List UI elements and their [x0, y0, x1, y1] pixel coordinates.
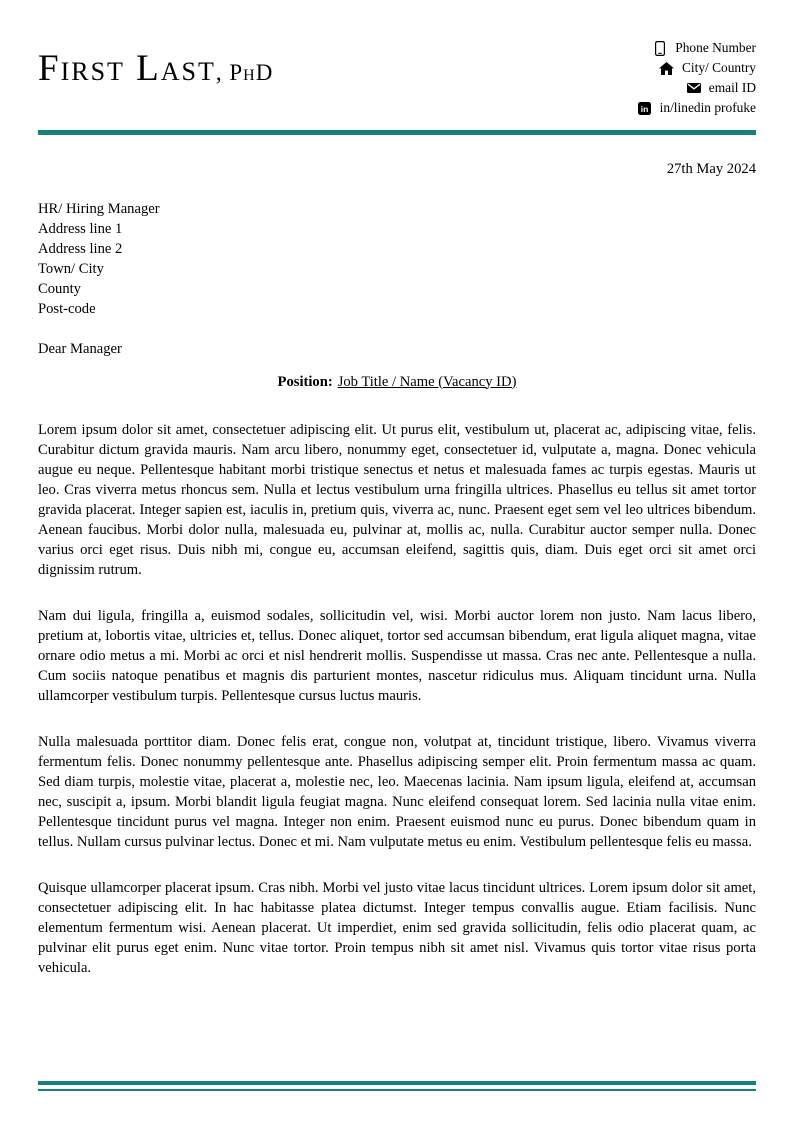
body-paragraph-2: Nam dui ligula, fringilla a, euismod sodales, sollicitudin vel, wisi. Morbi auctor lorem non justo. Nam lacus libero, pretium at, lobortis vitae, ultricies et, tellus. Donec aliquet, tortor sed accumsan bibendum, erat ligula aliquet magna, vitae ornare odio metus a mi. Morbi ac orci et nisl hendrerit mollis. Suspendisse ut massa. Cras nec ante. Pellentesque a nulla. Cum sociis natoque penatibus et magnis dis parturient montes, nascetur ridiculus mus. Aliquam tincidunt urna. Nulla ullamcorper vestibulum turpis. Pellentesque cursus luctus mauris.: [38, 607, 756, 704]
contact-location: [637, 58, 756, 78]
contact-email: [637, 78, 756, 98]
contact-email-label: email ID: [708, 80, 756, 95]
footer-rule-thick: [38, 1081, 756, 1085]
contact-phone-label: Phone Number: [675, 40, 756, 55]
email-icon: [686, 83, 702, 93]
recipient-line-1: HR/ Hiring Manager: [38, 200, 160, 217]
author-credentials: , PhD: [215, 60, 274, 85]
salutation: Dear Manager: [38, 340, 122, 357]
author-name: First Last: [38, 48, 216, 89]
contact-linkedin-label: in/linedin profuke: [659, 100, 756, 115]
recipient-line-4: Town/ City: [38, 260, 104, 277]
letter-date: 27th May 2024: [666, 160, 756, 177]
svg-text:in: in: [640, 103, 649, 114]
contact-phone: [637, 38, 756, 58]
recipient-line-5: County: [38, 280, 81, 297]
home-icon: [659, 62, 675, 75]
footer-rule-thin: [38, 1089, 756, 1091]
contact-location-label: City/ Country: [681, 60, 756, 75]
recipient-line-3: Address line 2: [38, 240, 123, 257]
footer-rule: [38, 1081, 756, 1091]
recipient-line-6: Post-code: [38, 300, 96, 317]
contact-linkedin: [637, 98, 756, 118]
author-name-block: [38, 50, 273, 87]
position-value: Job Title / Name (Vacancy ID): [337, 373, 517, 390]
letter-body: [38, 420, 756, 978]
recipient-line-2: Address line 1: [38, 220, 123, 237]
linkedin-icon: [637, 102, 653, 115]
letter-header: [38, 38, 756, 118]
header-rule: [38, 130, 756, 135]
body-paragraph-3: Nulla malesuada porttitor diam. Donec felis erat, congue non, volutpat at, tincidunt tristique, libero. Vivamus viverra fermentum felis. Donec nonummy pellentesque ante. Phasellus adipiscing semper elit. Proin fermentum massa ac quam. Sed diam turpis, molestie vitae, placerat a, molestie nec, leo. Maecenas lacinia. Nam ipsum ligula, eleifend at, accumsan nec, suscipit a, ipsum. Morbi blandit ligula feugiat magna. Nunc eleifend consequat lorem. Sed lacinia nulla vitae enim. Pellentesque tincidunt purus vel magna. Integer non enim. Praesent euismod nunc eu purus. Donec bibendum quam in tellus. Nullam cursus pulvinar lectus. Donec et mi. Nam vulputate metus eu enim. Vestibulum pellentesque felis eu massa.: [38, 733, 756, 850]
position-line: [38, 372, 756, 392]
contact-info: [637, 38, 756, 118]
body-paragraph-1: Lorem ipsum dolor sit amet, consectetuer adipiscing elit. Ut purus elit, vestibulum ut, placerat ac, adipiscing vitae, felis. Curabitur dictum gravida mauris. Nam arcu libero, nonummy eget, consectetuer id, vulputate a, magna. Donec vehicula augue eu neque. Pellentesque habitant morbi tristique senectus et netus et malesuada fames ac turpis egestas. Mauris ut leo. Cras viverra metus rhoncus sem. Nulla et lectus vestibulum urna fringilla ultrices. Phasellus eu tellus sit amet tortor gravida placerat. Integer sapien est, iaculis in, pretium quis, viverra ac, nunc. Praesent eget sem vel leo ultrices bibendum. Aenean faucibus. Morbi dolor nulla, malesuada eu, pulvinar at, mollis ac, nulla. Curabitur auctor semper nulla. Donec varius orci eget risus. Duis nibh mi, congue eu, accumsan eleifend, sagittis quis, diam. Duis eget orci sit amet orci dignissim rutrum.: [38, 421, 756, 578]
position-label: Position:: [277, 373, 333, 390]
mobile-phone-icon: [652, 41, 668, 56]
body-paragraph-4: Quisque ullamcorper placerat ipsum. Cras nibh. Morbi vel justo vitae lacus tincidunt ultrices. Lorem ipsum dolor sit amet, consectetuer adipiscing elit. In hac habitasse platea dictumst. Integer tempus convallis augue. Etiam facilisis. Nunc elementum fermentum wisi. Aenean placerat. Ut imperdiet, enim sed gravida sollicitudin, felis odio placerat quam, ac pulvinar elit purus eget enim. Nunc vitae tortor. Proin tempus nibh sit amet nisl. Vivamus quis tortor vitae risus porta vehicula.: [38, 879, 756, 976]
recipient-address: [38, 199, 756, 319]
